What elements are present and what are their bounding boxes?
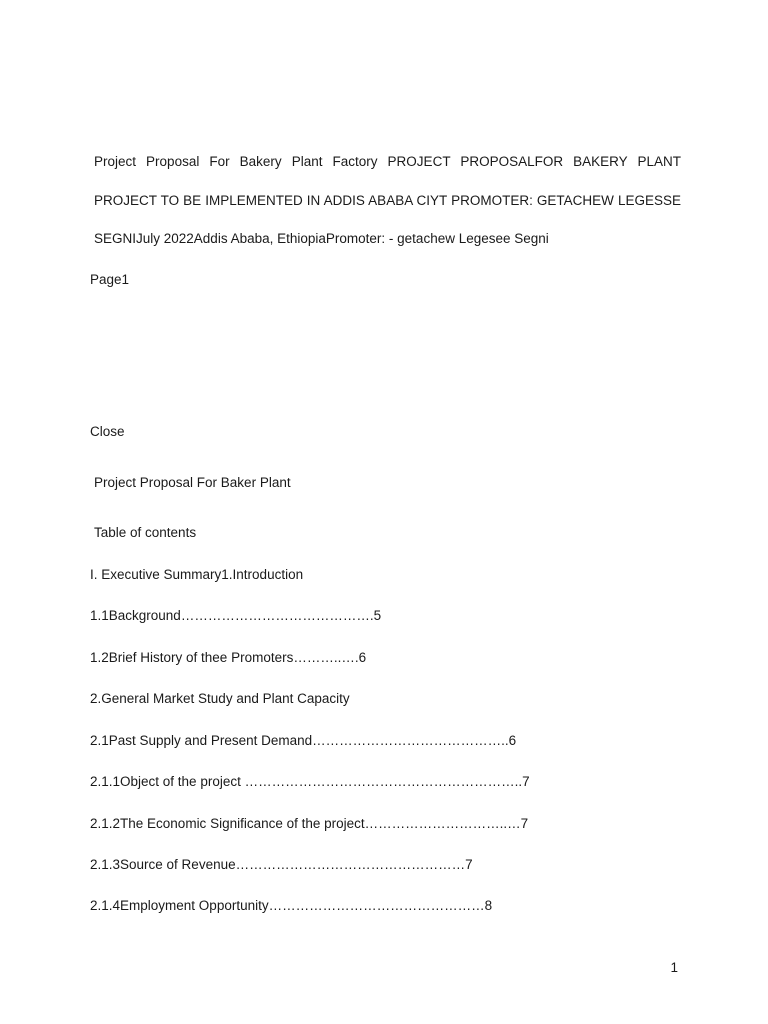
toc-entry: 1.1Background…………………………………….5 (90, 608, 382, 623)
toc-entry: 1.2Brief History of thee Promoters………..….6 (90, 650, 367, 665)
page-number: 1 (670, 960, 678, 975)
intro-paragraph: Project Proposal For Bakery Plant Factory PROJECT PROPOSALFOR BAKERY PLANT PROJECT TO BE IMPLEMENTED IN ADDIS ABABA CIYT PROMOTER: GETACHEW LEGESSE SEGNIJuly 2022Addis Ababa, EthiopiaPromoter: - getachew Legesee Segni (94, 154, 681, 246)
toc-entry: 2.1Past Supply and Present Demand……………………………………..6 (90, 733, 517, 748)
subtitle: Project Proposal For Baker Plant (94, 475, 291, 490)
page-reference: Page1 (90, 272, 130, 287)
toc-entry: 2.1.2The Economic Significance of the project…………………………..…7 (90, 816, 529, 831)
close-label: Close (90, 424, 125, 439)
toc-heading: Table of contents (94, 525, 197, 540)
toc-entry: 2.1.3Source of Revenue……………………………………………7 (90, 857, 473, 872)
toc-entry: 2.1.4Employment Opportunity…………………………………………8 (90, 898, 493, 913)
toc-entry: 2.1.1Object of the project ……………………………………………………..7 (90, 774, 530, 789)
toc-entry: 2.General Market Study and Plant Capacity (90, 691, 350, 706)
toc-entry: I. Executive Summary1.Introduction (90, 567, 304, 582)
